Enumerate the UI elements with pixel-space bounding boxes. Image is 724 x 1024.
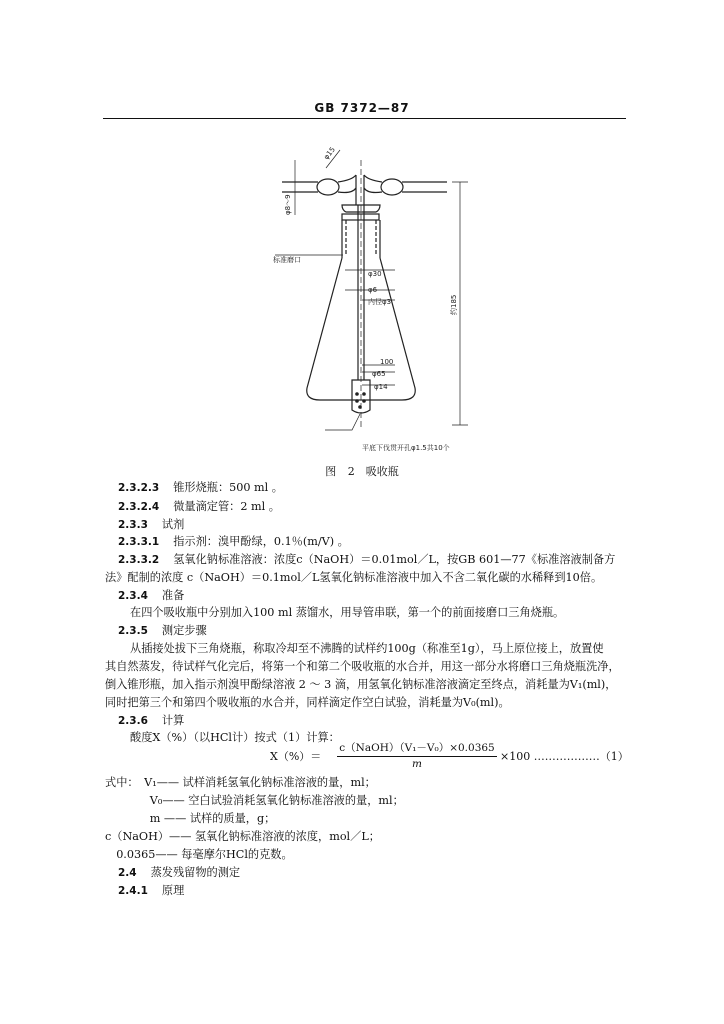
where-line-2: V₀—— 空白试验消耗氢氧化钠标准溶液的量，ml； (105, 794, 404, 807)
label-d6: φ6 (368, 286, 378, 294)
label-d65: φ65 (372, 370, 386, 378)
where-line-4: c（NaOH）—— 氢氧化钠标准溶液的浓度，mol／L； (105, 830, 380, 843)
label-d14: φ14 (374, 383, 388, 391)
clause-2-4: 2.4 蒸发残留物的测定 (118, 866, 241, 879)
label-ground-joint: 标准磨口 (273, 256, 301, 264)
paragraph-procedure-4: 同时把第三个和第四个吸收瓶的水合并，同样滴定作空白试验，消耗量为V₀(ml)。 (105, 696, 510, 709)
where-line-1: 式中： V₁—— 试样消耗氢氧化钠标准溶液的量，ml； (105, 776, 376, 789)
equation-fraction (337, 740, 497, 770)
label-d8-9: φ8～9 (284, 194, 292, 215)
equation-lhs: X（%）＝ (270, 750, 322, 763)
clause-2-4-1: 2.4.1 原理 (118, 884, 185, 897)
clause-2-3-2-3: 2.3.2.3 锥形烧瓶：500 ml 。 (118, 481, 283, 494)
right-tube (402, 182, 447, 192)
clause-2-3-2-4: 2.3.2.4 微量滴定管：2 ml 。 (118, 500, 280, 513)
paragraph-calculation: 酸度X（%）（以HCl计）按式（1）计算： (130, 731, 340, 744)
where-line-3: m —— 试样的质量，g； (105, 812, 276, 825)
label-100: 100 (380, 358, 394, 366)
left-tube (282, 182, 318, 192)
label-height-185: 约185 (450, 294, 458, 315)
label-d15: φ15 (322, 145, 337, 162)
figure-caption: 图 2 吸收瓶 (325, 465, 399, 478)
standard-code-header: GB 7372—87 (314, 101, 410, 115)
ground-joint (342, 214, 379, 220)
paragraph-procedure-1: 从插接处拔下三角烧瓶，称取冷却至不沸腾的试样约100g（称准至1g），马上原位接上，放置使 (130, 642, 604, 655)
clause-2-3-6: 2.3.6 计算 (118, 714, 185, 727)
paragraph-preparation: 在四个吸收瓶中分别加入100 ml 蒸馏水，用导管串联，第一个的前面接磨口三角烧瓶。 (130, 606, 565, 619)
clause-2-3-3: 2.3.3 试剂 (118, 518, 185, 531)
label-d30: φ30 (368, 270, 382, 278)
equation-rhs: ×100 ………………（1） (500, 750, 629, 763)
paragraph-procedure-2: 其自然蒸发，待试样气化完后，将第一个和第二个吸收瓶的水合并，用这一部分水将磨口三角烧瓶洗净， (105, 660, 620, 673)
equation-denominator: m (412, 758, 422, 770)
left-bulb (317, 179, 339, 195)
clause-2-3-3-1: 2.3.3.1 指示剂：溴甲酚绿，0.1％(m/V) 。 (118, 535, 349, 548)
label-inner-d3: 内径φ3 (368, 298, 392, 306)
equation-numerator: c（NaOH）（V₁－V₀）×0.0365 (337, 740, 497, 757)
absorption-flask-figure (250, 140, 480, 458)
header-rule (103, 118, 626, 119)
label-holes: 平底下伐贯开孔φ1.5共10个 (362, 444, 450, 452)
clause-2-3-5: 2.3.5 测定步骤 (118, 624, 207, 637)
where-line-5: 0.0365—— 每毫摩尔HCl的克数。 (105, 848, 293, 861)
clause-2-3-3-2: 2.3.3.2 氢氧化钠标准溶液：浓度c（NaOH）＝0.01mol／L，按GB 601—77《标准溶液制备方 (118, 553, 616, 566)
right-bulb (381, 179, 403, 195)
paragraph-procedure-3: 倒入锥形瓶，加入指示剂溴甲酚绿溶液 2 ～ 3 滴，用氢氧化钠标准溶液滴定至终点，消耗量为V₁(ml)， (105, 678, 617, 691)
inlet-stem (356, 175, 364, 205)
clause-2-3-3-2-cont: 法》配制的浓度 c（NaOH）＝0.1mol／L氢氧化钠标准溶液中加入不含二氧化碳的水稀释到10倍。 (105, 571, 603, 584)
clause-2-3-4: 2.3.4 准备 (118, 589, 185, 602)
